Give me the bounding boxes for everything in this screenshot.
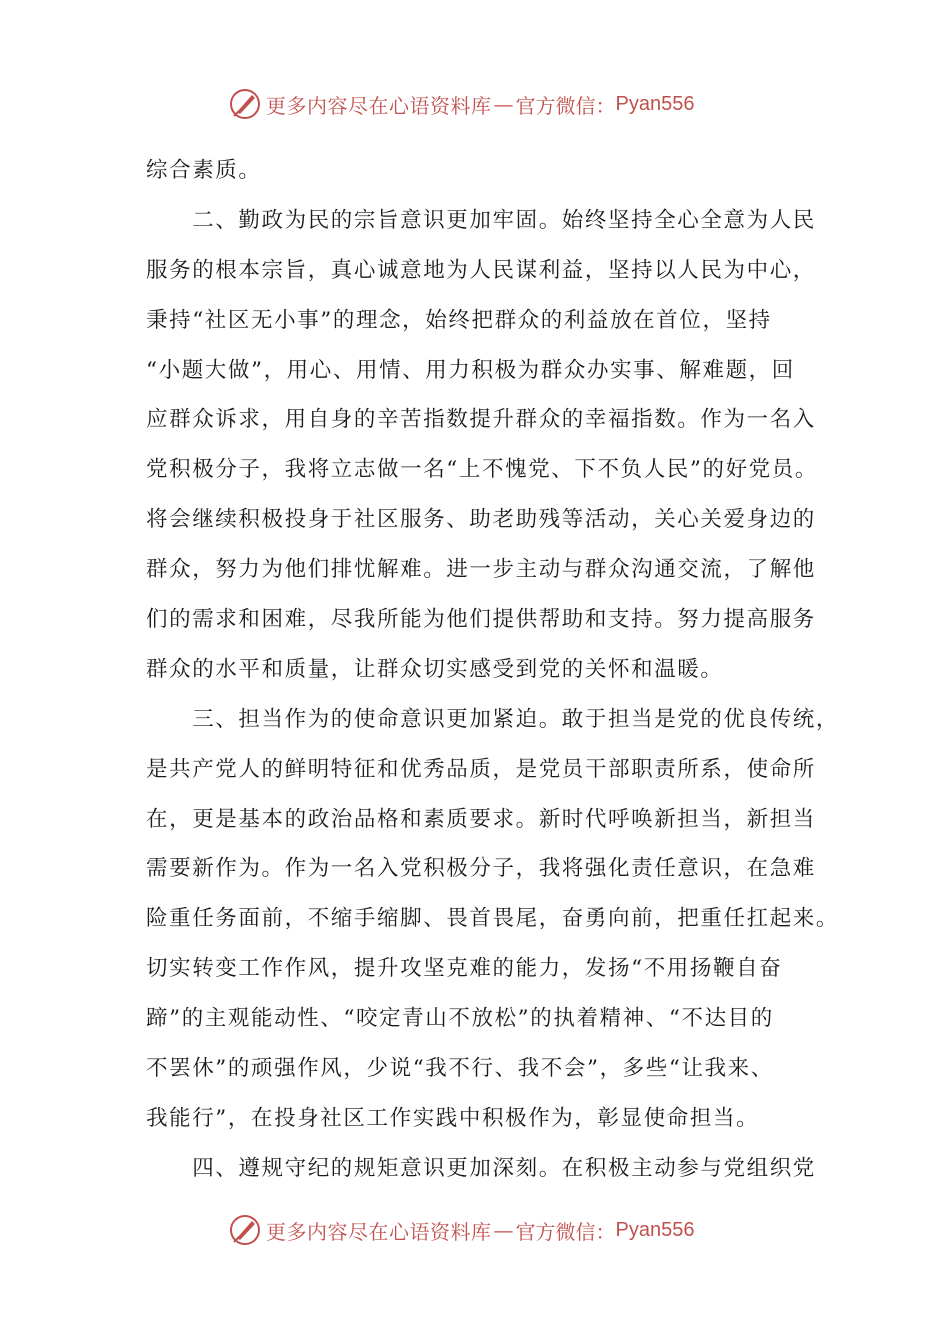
footer-banner xyxy=(228,1210,694,1250)
banner-brand: 更多内容尽在心语资料库 xyxy=(266,1219,492,1244)
text-line: 们的需求和困难，尽我所能为他们提供帮助和支持。努力提高服务 xyxy=(146,607,816,633)
banner-wechat-id: Pyan556 xyxy=(615,92,695,115)
text-line: 秉持“社区无小事”的理念，始终把群众的利益放在首位，坚持 xyxy=(146,307,772,333)
text-line: “小题大做”，用心、用情、用力积极为群众办实事、解难题，回 xyxy=(146,357,795,383)
banner-separator: — xyxy=(493,92,514,116)
banner-wechat-id: Pyan556 xyxy=(615,1218,695,1241)
text-line: 我能行”，在投身社区工作实践中积极作为，彰显使命担当。 xyxy=(146,1105,760,1131)
text-line: 服务的根本宗旨，真心诚意地为人民谋利益，坚持以人民为中心， xyxy=(146,257,816,283)
quill-logo-icon xyxy=(228,1213,262,1247)
text-line: 蹄”的主观能动性、“咬定青山不放松”的执着精神、“不达目的 xyxy=(146,1006,774,1032)
quill-logo-icon xyxy=(228,87,262,121)
banner-separator: — xyxy=(493,1218,514,1242)
text-line: 将会继续积极投身于社区服务、助老助残等活动，关心关爱身边的 xyxy=(146,507,816,533)
text-line: 不罢休”的顽强作风，少说“我不行、我不会”，多些“让我来、 xyxy=(146,1056,774,1082)
text-line: 群众，努力为他们排忧解难。进一步主动与群众沟通交流，了解他 xyxy=(146,557,816,583)
text-line: 应群众诉求，用自身的辛苦指数提升群众的幸福指数。作为一名入 xyxy=(146,407,816,433)
text-line: 综合素质。 xyxy=(146,158,262,183)
banner-wechat-label: 官方微信： xyxy=(515,93,616,118)
text-line: 险重任务面前，不缩手缩脚、畏首畏尾，奋勇向前，把重任扛起来。 xyxy=(146,906,840,932)
text-line: 是共产党人的鲜明特征和优秀品质，是党员干部职责所系，使命所 xyxy=(146,756,816,782)
document-body xyxy=(146,146,840,1194)
text-line: 群众的水平和质量，让群众切实感受到党的关怀和温暖。 xyxy=(146,656,724,682)
banner-wechat-label: 官方微信： xyxy=(515,1219,616,1244)
text-line: 需要新作为。作为一名入党积极分子，我将强化责任意识，在急难 xyxy=(146,856,816,882)
text-line: 三、担当作为的使命意识更加紧迫。敢于担当是党的优良传统， xyxy=(146,706,840,732)
text-line: 四、遵规守纪的规矩意识更加深刻。在积极主动参与党组织党 xyxy=(146,1155,816,1181)
text-line: 切实转变工作作风，提升攻坚克难的能力，发扬“不用扬鞭自奋 xyxy=(146,956,783,982)
banner-brand: 更多内容尽在心语资料库 xyxy=(266,93,492,118)
text-line: 二、勤政为民的宗旨意识更加牢固。始终坚持全心全意为人民 xyxy=(146,207,816,233)
text-line: 在，更是基本的政治品格和素质要求。新时代呼唤新担当，新担当 xyxy=(146,806,816,832)
text-line: 党积极分子，我将立志做一名“上不愧党、下不负人民”的好党员。 xyxy=(146,457,818,483)
header-banner xyxy=(228,84,694,124)
